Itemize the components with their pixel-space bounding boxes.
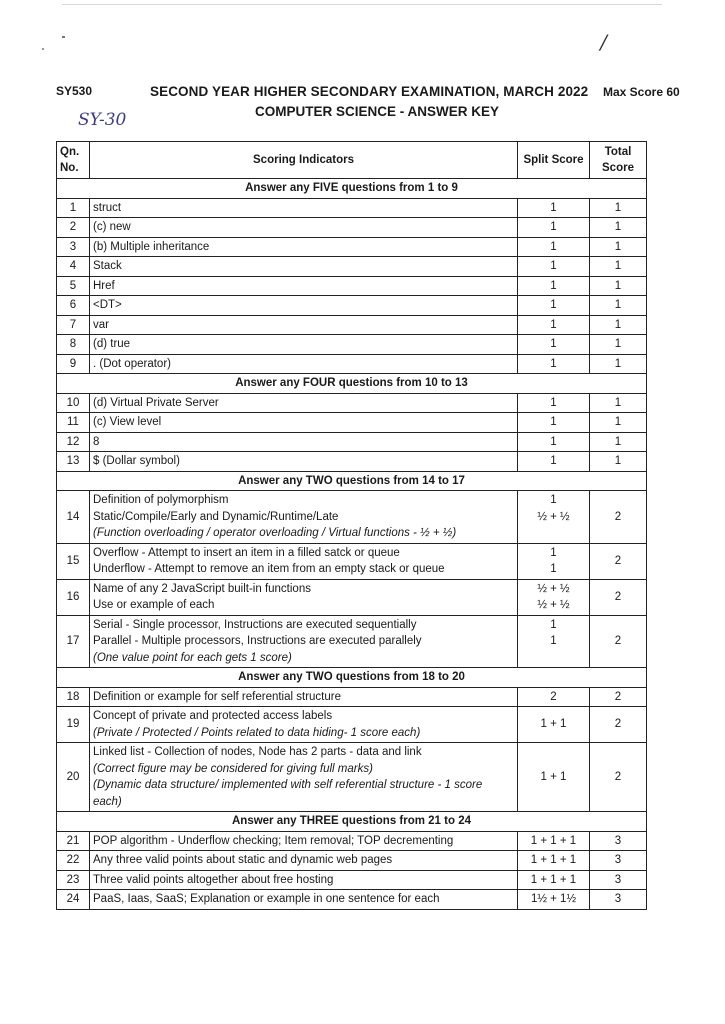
question-number: 13 bbox=[57, 452, 90, 472]
question-number: 9 bbox=[57, 354, 90, 374]
question-number: 2 bbox=[57, 218, 90, 238]
total-score: 1 bbox=[590, 432, 647, 452]
table-row bbox=[57, 707, 647, 743]
split-score-value: 1 bbox=[550, 318, 557, 331]
total-score: 3 bbox=[590, 870, 647, 890]
split-score bbox=[518, 257, 590, 277]
question-number: 8 bbox=[57, 335, 90, 355]
split-score-value: 1 bbox=[550, 201, 557, 214]
total-score: 1 bbox=[590, 315, 647, 335]
indicator-line: POP algorithm - Underflow checking; Item removal; TOP decrementing bbox=[93, 834, 454, 847]
total-score: 2 bbox=[590, 491, 647, 544]
question-number: 6 bbox=[57, 296, 90, 316]
split-score bbox=[518, 315, 590, 335]
question-number: 11 bbox=[57, 413, 90, 433]
split-score-value: 1 bbox=[550, 416, 557, 428]
section-title: Answer any FIVE questions from 1 to 9 bbox=[57, 179, 647, 199]
table-row bbox=[57, 276, 647, 296]
indicator-line: Overflow - Attempt to insert an item in a filled satck or queue bbox=[93, 546, 400, 559]
split-score bbox=[518, 296, 590, 316]
scoring-indicator bbox=[90, 296, 518, 316]
indicator-line: 8 bbox=[93, 435, 100, 448]
indicator-line: (d) true bbox=[93, 338, 131, 350]
section-header-row bbox=[57, 374, 647, 394]
split-score bbox=[518, 831, 590, 851]
scoring-indicator bbox=[90, 491, 518, 544]
total-score: 1 bbox=[590, 393, 647, 413]
max-score: Max Score 60 bbox=[603, 85, 680, 99]
header-qn: Qn. No. bbox=[57, 142, 90, 179]
split-score bbox=[518, 237, 590, 257]
split-score bbox=[518, 870, 590, 890]
scoring-indicator bbox=[90, 198, 518, 218]
split-score bbox=[518, 335, 590, 355]
table-row bbox=[57, 543, 647, 579]
table-row bbox=[57, 257, 647, 277]
question-number: 5 bbox=[57, 276, 90, 296]
split-score-value: 1 + 1 + 1 bbox=[530, 854, 577, 866]
split-score-value bbox=[521, 650, 586, 667]
indicator-line: . (Dot operator) bbox=[93, 357, 171, 370]
question-number: 23 bbox=[57, 870, 90, 890]
table-row bbox=[57, 870, 647, 890]
indicator-line: Parallel - Multiple processors, Instructions are executed parallely bbox=[93, 635, 422, 647]
split-score bbox=[518, 354, 590, 374]
table-row bbox=[57, 851, 647, 871]
indicator-line: (One value point for each gets 1 score) bbox=[93, 651, 292, 664]
split-score bbox=[518, 687, 590, 707]
question-number: 10 bbox=[57, 393, 90, 413]
indicator-line: Definition of polymorphism bbox=[93, 494, 229, 506]
split-score-value: 1 bbox=[550, 279, 557, 292]
indicator-line: <DT> bbox=[93, 299, 122, 311]
question-number: 12 bbox=[57, 432, 90, 452]
question-number: 3 bbox=[57, 237, 90, 257]
question-number: 20 bbox=[57, 743, 90, 812]
indicator-line: Serial - Single processor, Instructions are executed sequentially bbox=[93, 618, 417, 631]
total-score: 1 bbox=[590, 354, 647, 374]
scoring-indicator bbox=[90, 890, 518, 910]
split-score-value: 1 bbox=[550, 357, 557, 370]
scoring-indicator bbox=[90, 831, 518, 851]
indicator-line: Concept of private and protected access labels bbox=[93, 710, 333, 722]
page-mark: / bbox=[600, 30, 607, 54]
question-number: 18 bbox=[57, 687, 90, 707]
header-total: Total Score bbox=[590, 142, 647, 179]
question-number: 17 bbox=[57, 615, 90, 668]
split-score-value: 1 bbox=[550, 396, 557, 409]
section-title: Answer any THREE questions from 21 to 24 bbox=[57, 812, 647, 832]
scan-artifact-line bbox=[62, 4, 662, 5]
exam-title: SECOND YEAR HIGHER SECONDARY EXAMINATION, MARCH 2022 bbox=[150, 84, 589, 99]
table-header-row bbox=[57, 142, 647, 179]
section-title: Answer any FOUR questions from 10 to 13 bbox=[57, 374, 647, 394]
split-score bbox=[518, 432, 590, 452]
table-row bbox=[57, 491, 647, 544]
table-row bbox=[57, 198, 647, 218]
scoring-indicator bbox=[90, 743, 518, 812]
split-score-value bbox=[521, 525, 586, 542]
split-score-value: 2 bbox=[550, 690, 557, 703]
split-score-value: ½ + ½ bbox=[537, 599, 570, 611]
scoring-indicator bbox=[90, 452, 518, 472]
section-header-row bbox=[57, 471, 647, 491]
scoring-indicator bbox=[90, 257, 518, 277]
indicator-line: (Function overloading / operator overloading / Virtual functions - ½ + ½) bbox=[93, 527, 457, 539]
question-number: 15 bbox=[57, 543, 90, 579]
split-score-value: 1 bbox=[550, 494, 557, 506]
indicator-line: Static/Compile/Early and Dynamic/Runtime/Late bbox=[93, 510, 339, 523]
table-row bbox=[57, 890, 647, 910]
indicator-line: (Dynamic data structure/ implemented with self referential structure - 1 score each) bbox=[93, 779, 483, 808]
split-score bbox=[518, 393, 590, 413]
total-score: 1 bbox=[590, 218, 647, 238]
split-score-value: 1 bbox=[550, 546, 557, 559]
table-row bbox=[57, 432, 647, 452]
scan-artifact-dot bbox=[42, 48, 44, 50]
scoring-indicator bbox=[90, 315, 518, 335]
answer-key-table bbox=[56, 141, 647, 910]
split-score bbox=[518, 413, 590, 433]
table-row bbox=[57, 579, 647, 615]
indicator-line: struct bbox=[93, 201, 122, 214]
indicator-line: Name of any 2 JavaScript built-in functions bbox=[93, 582, 311, 595]
total-score: 1 bbox=[590, 237, 647, 257]
table-row bbox=[57, 615, 647, 668]
total-score: 2 bbox=[590, 543, 647, 579]
total-score: 2 bbox=[590, 579, 647, 615]
indicator-line: Use or example of each bbox=[93, 599, 215, 611]
split-score-value: 1 + 1 + 1 bbox=[530, 834, 577, 847]
section-header-row bbox=[57, 179, 647, 199]
table-row bbox=[57, 452, 647, 472]
total-score: 2 bbox=[590, 687, 647, 707]
header-split: Split Score bbox=[518, 142, 590, 179]
exam-subtitle: COMPUTER SCIENCE - ANSWER KEY bbox=[255, 104, 500, 119]
split-score-value: 1 + 1 + 1 bbox=[530, 873, 577, 886]
split-score bbox=[518, 615, 590, 668]
split-score bbox=[518, 276, 590, 296]
total-score: 2 bbox=[590, 743, 647, 812]
table-row bbox=[57, 413, 647, 433]
question-number: 4 bbox=[57, 257, 90, 277]
total-score: 2 bbox=[590, 707, 647, 743]
split-score-value: 1 bbox=[550, 221, 557, 233]
total-score: 1 bbox=[590, 335, 647, 355]
total-score: 1 bbox=[590, 413, 647, 433]
scoring-indicator bbox=[90, 579, 518, 615]
split-score-value: 1 bbox=[550, 563, 557, 575]
scoring-indicator bbox=[90, 851, 518, 871]
total-score: 2 bbox=[590, 615, 647, 668]
split-score bbox=[518, 579, 590, 615]
split-score-value: 1 bbox=[550, 435, 557, 448]
scoring-indicator bbox=[90, 237, 518, 257]
question-number: 1 bbox=[57, 198, 90, 218]
section-header-row bbox=[57, 812, 647, 832]
total-score: 1 bbox=[590, 198, 647, 218]
table-body bbox=[57, 179, 647, 910]
table-row bbox=[57, 831, 647, 851]
indicator-line: var bbox=[93, 318, 109, 331]
scan-artifact-dot bbox=[62, 36, 65, 38]
split-score-value: 1 bbox=[550, 618, 557, 631]
split-score bbox=[518, 198, 590, 218]
table-row bbox=[57, 296, 647, 316]
header-indicators: Scoring Indicators bbox=[90, 142, 518, 179]
question-number: 24 bbox=[57, 890, 90, 910]
paper-code: SY530 bbox=[56, 84, 93, 98]
total-score: 3 bbox=[590, 890, 647, 910]
total-score: 1 bbox=[590, 296, 647, 316]
indicator-line: Stack bbox=[93, 260, 122, 272]
indicator-line: Underflow - Attempt to remove an item from an empty stack or queue bbox=[93, 563, 445, 575]
split-score bbox=[518, 452, 590, 472]
scoring-indicator bbox=[90, 393, 518, 413]
split-score-value: 1 + 1 bbox=[540, 770, 567, 783]
split-score bbox=[518, 543, 590, 579]
split-score bbox=[518, 890, 590, 910]
indicator-line: Any three valid points about static and dynamic web pages bbox=[93, 854, 393, 866]
split-score-value: 1 bbox=[550, 338, 557, 350]
split-score bbox=[518, 491, 590, 544]
scoring-indicator bbox=[90, 687, 518, 707]
split-score-value: 1 bbox=[550, 240, 557, 253]
scoring-indicator bbox=[90, 432, 518, 452]
indicator-line: (c) View level bbox=[93, 416, 162, 428]
indicator-line: (c) new bbox=[93, 221, 131, 233]
total-score: 3 bbox=[590, 831, 647, 851]
scoring-indicator bbox=[90, 413, 518, 433]
question-number: 7 bbox=[57, 315, 90, 335]
table-row bbox=[57, 218, 647, 238]
split-score-value: 1 + 1 bbox=[540, 718, 567, 731]
split-score bbox=[518, 851, 590, 871]
scoring-indicator bbox=[90, 543, 518, 579]
section-title: Answer any TWO questions from 14 to 17 bbox=[57, 471, 647, 491]
indicator-line: $ (Dollar symbol) bbox=[93, 455, 180, 467]
scoring-indicator bbox=[90, 276, 518, 296]
question-number: 16 bbox=[57, 579, 90, 615]
question-number: 14 bbox=[57, 491, 90, 544]
indicator-line: (Correct figure may be considered for giving full marks) bbox=[93, 762, 373, 775]
scoring-indicator bbox=[90, 335, 518, 355]
total-score: 1 bbox=[590, 276, 647, 296]
total-score: 3 bbox=[590, 851, 647, 871]
table-row bbox=[57, 237, 647, 257]
split-score-value: 1 bbox=[550, 260, 557, 272]
scoring-indicator bbox=[90, 707, 518, 743]
scoring-indicator bbox=[90, 354, 518, 374]
section-title: Answer any TWO questions from 18 to 20 bbox=[57, 668, 647, 688]
indicator-line: (b) Multiple inheritance bbox=[93, 240, 210, 253]
table-row bbox=[57, 687, 647, 707]
indicator-line: Definition or example for self referential structure bbox=[93, 690, 341, 703]
scoring-indicator bbox=[90, 615, 518, 668]
indicator-line: Linked list - Collection of nodes, Node has 2 parts - data and link bbox=[93, 746, 422, 758]
table-row bbox=[57, 743, 647, 812]
split-score-value: ½ + ½ bbox=[537, 582, 570, 595]
indicator-line: (Private / Protected / Points related to data hiding- 1 score each) bbox=[93, 726, 421, 739]
scoring-indicator bbox=[90, 870, 518, 890]
handwritten-note: SY-30 bbox=[78, 110, 127, 130]
total-score: 1 bbox=[590, 257, 647, 277]
split-score bbox=[518, 743, 590, 812]
split-score-value: 1 bbox=[550, 635, 557, 647]
split-score-value: 1½ + 1½ bbox=[530, 893, 577, 905]
split-score-value: ½ + ½ bbox=[537, 510, 570, 523]
split-score bbox=[518, 218, 590, 238]
section-header-row bbox=[57, 668, 647, 688]
table-row bbox=[57, 354, 647, 374]
indicator-line: (d) Virtual Private Server bbox=[93, 396, 219, 409]
indicator-line: PaaS, Iaas, SaaS; Explanation or example in one sentence for each bbox=[93, 893, 440, 905]
table-row bbox=[57, 393, 647, 413]
question-number: 19 bbox=[57, 707, 90, 743]
question-number: 21 bbox=[57, 831, 90, 851]
split-score-value: 1 bbox=[550, 455, 557, 467]
indicator-line: Href bbox=[93, 279, 115, 292]
question-number: 22 bbox=[57, 851, 90, 871]
scoring-indicator bbox=[90, 218, 518, 238]
split-score-value: 1 bbox=[550, 299, 557, 311]
table-row bbox=[57, 335, 647, 355]
total-score: 1 bbox=[590, 452, 647, 472]
indicator-line: Three valid points altogether about free hosting bbox=[93, 873, 334, 886]
table-row bbox=[57, 315, 647, 335]
split-score bbox=[518, 707, 590, 743]
